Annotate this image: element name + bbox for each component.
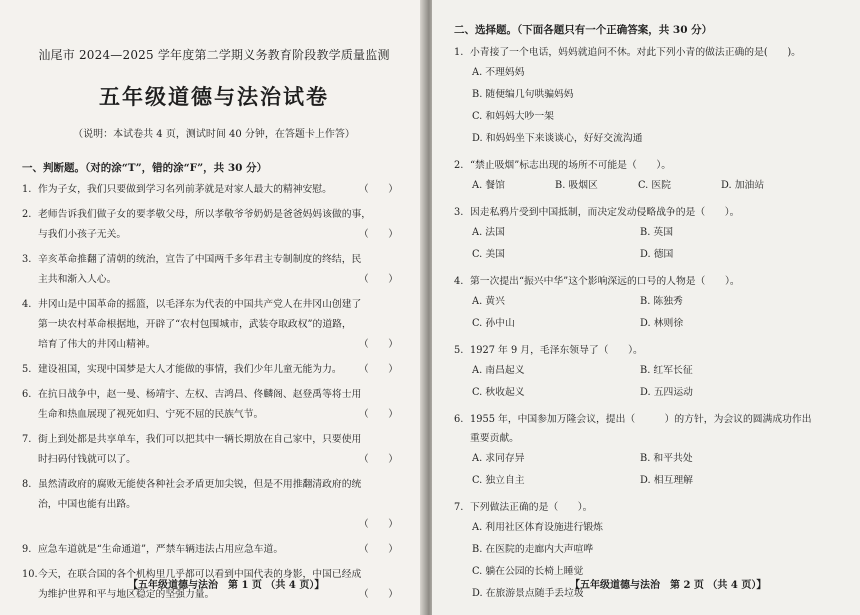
judgment-question — [22, 360, 406, 380]
answer-paren: （ ） — [358, 589, 398, 600]
answer-paren: （ ） — [358, 184, 398, 195]
answer-option: D. 相互理解 — [640, 475, 693, 486]
answer-option: D. 德国 — [640, 249, 674, 260]
option-row — [472, 244, 844, 266]
question-line — [22, 430, 406, 450]
judgment-question — [22, 475, 406, 535]
section-judgment-title: 一、判断题。（对的涂“T”，错的涂“F”，共 30 分） — [22, 162, 268, 174]
answer-paren: （ ） — [358, 519, 398, 530]
answer-paren: （ ） — [358, 364, 398, 375]
judgment-question — [22, 295, 406, 355]
answer-option: D. 在旅游景点随手丢垃圾 — [472, 588, 584, 599]
question-text: 街上到处都是共享单车，我们可以把其中一辆长期放在自己家中，只要使用 — [38, 434, 362, 445]
answer-paren: （ ） — [358, 229, 398, 240]
question-line — [22, 205, 406, 225]
question-number: 6. — [454, 414, 464, 425]
page-1-footer: 【五年级道德与法治 第 1 页 （共 4 页）】 — [128, 580, 325, 591]
answer-option: D. 加油站 — [721, 180, 765, 191]
answer-option: C. 躺在公园的长椅上睡觉 — [472, 566, 584, 577]
answer-option: C. 医院 — [638, 180, 671, 191]
exam-note: （说明：本试卷共 4 页，测试时间 40 分钟，在答题卡上作答） — [73, 129, 355, 140]
question-text: 治，中国也能有出路。 — [38, 499, 136, 510]
question-number: 1. — [22, 184, 32, 195]
question-number: 7. — [454, 502, 464, 513]
answer-option: C. 独立自主 — [472, 475, 525, 486]
question-line — [22, 250, 406, 270]
option-row — [472, 382, 844, 404]
choice-list — [454, 43, 844, 605]
option-group — [454, 517, 844, 605]
answer-paren: （ ） — [358, 544, 398, 555]
option-row — [472, 360, 844, 382]
option-row — [472, 291, 844, 313]
question-line — [22, 360, 406, 380]
exam-header: 汕尾市 2024—2025 学年度第二学期义务教育阶段教学质量监测 — [38, 48, 390, 62]
question-number: 4. — [454, 276, 464, 287]
option-group — [454, 175, 844, 197]
answer-option: B. 吸烟区 — [555, 180, 598, 191]
answer-option: C. 美国 — [472, 249, 505, 260]
question-text: 辛亥革命推翻了清朝的统治，宣告了中国两千多年君主专制制度的终结，民 — [38, 254, 362, 265]
question-stem: 1955 年，中国参加万隆会议，提出（ ）的方针，为会议的圆满成功作出 — [470, 414, 812, 425]
question-stem: 因走私鸦片受到中国抵制，而决定发动侵略战争的是（ ）。 — [470, 207, 740, 218]
answer-option: C. 秋收起义 — [472, 387, 525, 398]
question-line — [22, 180, 406, 200]
question-text: 与我们小孩子无关。 — [38, 229, 127, 240]
answer-paren: （ ） — [358, 409, 398, 420]
option-group — [454, 222, 844, 266]
question-number: 7. — [22, 434, 32, 445]
question-text: 建设祖国，实现中国梦是大人才能做的事情，我们少年儿童无能为力。 — [38, 364, 342, 375]
question-number: 5. — [454, 345, 464, 356]
option-row — [472, 470, 844, 492]
exam-page-2 — [432, 0, 860, 615]
choice-question — [454, 341, 844, 404]
judgment-question — [22, 250, 406, 290]
question-number: 6. — [22, 389, 32, 400]
question-line — [22, 540, 406, 560]
question-line — [454, 43, 844, 62]
question-stem: 第一次提出“振兴中华”这个影响深远的口号的人物是（ ）。 — [470, 276, 740, 287]
question-text: 虽然清政府的腐败无能使各种社会矛盾更加尖锐，但是不用推翻清政府的统 — [38, 479, 362, 490]
question-line — [454, 272, 844, 291]
option-group — [454, 291, 844, 335]
judgment-question — [22, 385, 406, 425]
choice-question — [454, 203, 844, 266]
answer-option: B. 英国 — [640, 227, 674, 238]
question-number: 4. — [22, 299, 32, 310]
answer-option: A. 不理妈妈 — [472, 67, 525, 78]
answer-option: D. 五四运动 — [640, 387, 693, 398]
option-group — [454, 448, 844, 492]
question-stem: 重要贡献。 — [470, 433, 519, 444]
question-number: 5. — [22, 364, 32, 375]
answer-option: A. 法国 — [472, 227, 505, 238]
question-number: 10. — [22, 569, 38, 580]
judgment-question — [22, 180, 406, 200]
choice-question — [454, 410, 844, 492]
option-row — [472, 448, 844, 470]
question-line — [22, 295, 406, 315]
question-line — [454, 341, 844, 360]
judgment-list — [22, 180, 406, 605]
question-number: 3. — [22, 254, 32, 265]
judgment-question — [22, 540, 406, 560]
judgment-question — [22, 205, 406, 245]
question-line — [22, 475, 406, 495]
answer-option: B. 和平共处 — [640, 453, 693, 464]
answer-option: A. 利用社区体育设施进行锻炼 — [472, 522, 603, 533]
exam-page-1 — [0, 0, 424, 615]
question-stem: 1927 年 9 月，毛泽东领导了（ ）。 — [470, 345, 643, 356]
question-text: 井冈山是中国革命的摇篮，以毛泽东为代表的中国共产党人在井冈山创建了 — [38, 299, 362, 310]
question-text: 为维护世界和平与地区稳定的坚强力量。 — [38, 589, 215, 600]
answer-option: A. 黄兴 — [472, 296, 505, 307]
page-2-footer: 【五年级道德与法治 第 2 页 （共 4 页）】 — [570, 580, 767, 591]
question-text: 作为子女，我们只要做到学习名列前茅就是对家人最大的精神安慰。 — [38, 184, 332, 195]
question-text: 今天，在联合国的各个机构里几乎都可以看到中国代表的身影，中国已经成 — [38, 569, 362, 580]
question-text: 在抗日战争中，赵一曼、杨靖宇、左权、吉鸿昌、佟麟阁、赵登禹等将士用 — [38, 389, 362, 400]
answer-option: B. 陈独秀 — [640, 296, 683, 307]
option-row — [472, 222, 844, 244]
answer-option: B. 在医院的走廊内大声喧哗 — [472, 544, 594, 555]
answer-option: D. 林则徐 — [640, 318, 684, 329]
question-stem: 下列做法正确的是（ ）。 — [470, 502, 593, 513]
judgment-question — [22, 430, 406, 470]
section-choice-title: 二、选择题。（下面各题只有一个正确答案，共 30 分） — [454, 24, 713, 36]
question-stem: “禁止吸烟”标志出现的场所不可能是（ ）。 — [470, 160, 672, 171]
answer-option: D. 和妈妈坐下来谈谈心，好好交流沟通 — [472, 133, 643, 144]
question-stem: 小青接了一个电话，妈妈就追问不休。对此下列小青的做法正确的是( )。 — [470, 47, 801, 58]
question-line — [454, 203, 844, 222]
question-text: 主共和渐入人心。 — [38, 274, 117, 285]
question-line — [22, 385, 406, 405]
answer-option: C. 孙中山 — [472, 318, 515, 329]
choice-question — [454, 272, 844, 335]
answer-option: A. 餐馆 — [472, 180, 505, 191]
option-row — [472, 313, 844, 335]
question-number: 8. — [22, 479, 32, 490]
question-number: 9. — [22, 544, 32, 555]
answer-option: A. 南昌起义 — [472, 365, 525, 376]
answer-paren: （ ） — [358, 454, 398, 465]
question-text: 应急车道就是“生命通道”，严禁车辆违法占用应急车道。 — [38, 544, 284, 555]
question-line — [454, 498, 844, 517]
answer-paren: （ ） — [358, 339, 398, 350]
answer-option: C. 和妈妈大吵一架 — [472, 111, 554, 122]
question-number: 2. — [22, 209, 32, 220]
choice-question — [454, 156, 844, 197]
answer-option: B. 红军长征 — [640, 365, 693, 376]
question-number: 2. — [454, 160, 464, 171]
option-row — [472, 175, 844, 197]
option-group — [454, 360, 844, 404]
question-line — [454, 410, 844, 429]
question-number: 3. — [454, 207, 464, 218]
question-number: 1. — [454, 47, 464, 58]
question-text: 时扫码付钱就可以了。 — [38, 454, 136, 465]
exam-title: 五年级道德与法治试卷 — [99, 84, 329, 109]
question-text: 老师告诉我们做子女的要孝敬父母，所以孝敬爷爷奶奶是爸爸妈妈该做的事， — [38, 209, 372, 220]
answer-option: B. 随便编几句哄骗妈妈 — [472, 89, 574, 100]
question-text: 生命和热血展现了视死如归、宁死不屈的民族气节。 — [38, 409, 264, 420]
question-text: 第一块农村革命根据地，开辟了“农村包围城市，武装夺取政权”的道路， — [38, 319, 352, 330]
answer-paren: （ ） — [358, 274, 398, 285]
question-line — [454, 156, 844, 175]
option-group — [454, 62, 844, 150]
question-text: 培育了伟大的井冈山精神。 — [38, 339, 156, 350]
answer-option: A. 求同存异 — [472, 453, 525, 464]
choice-question — [454, 43, 844, 150]
